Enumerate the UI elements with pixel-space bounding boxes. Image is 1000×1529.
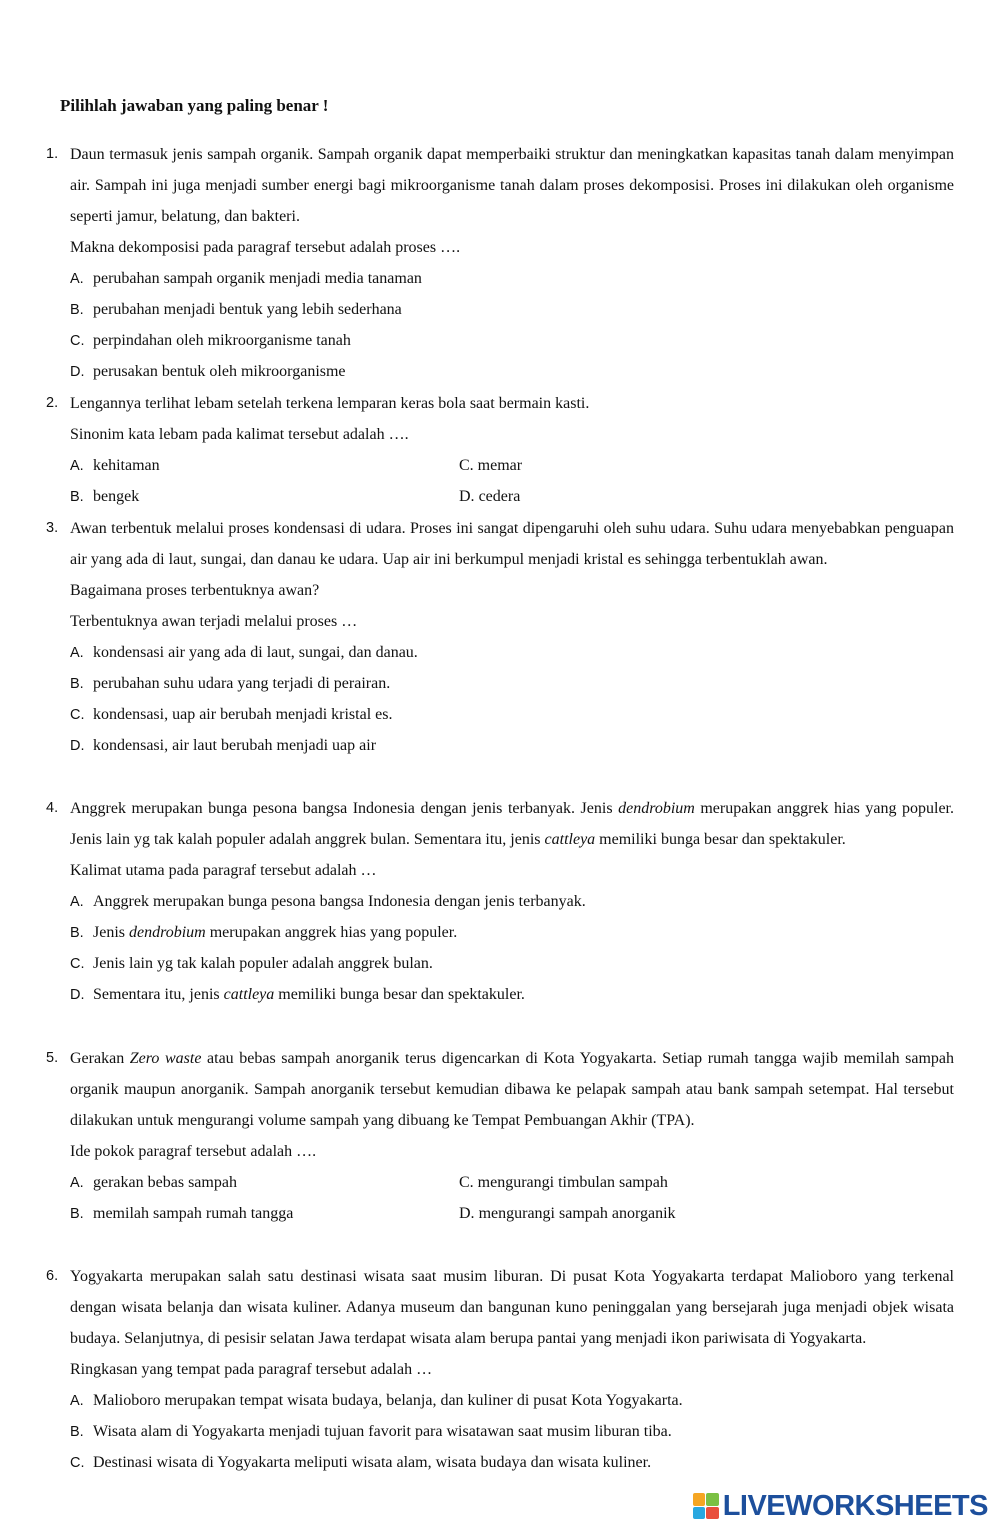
question-prompt: Bagaimana proses terbentuknya awan? <box>70 582 320 599</box>
question-paragraph: Gerakan Zero waste atau bebas sampah anorganik terus digencarkan di Kota Yogyakarta. Setiap rumah tangga wajib memilah sampah organik maupun anorganik. Sampah anorganik tersebut kemudian dibawa ke pelapak sampah atau bank sampah setempat. Hal tersebut dilakukan untuk mengurangi volume sampah yang dibuang ke Tempat Pembuangan Akhir (TPA). <box>70 1050 955 1129</box>
question-prompt: Makna dekomposisi pada paragraf tersebut adalah proses …. <box>70 239 461 256</box>
question-paragraph: Anggrek merupakan bunga pesona bangsa Indonesia dengan jenis terbanyak. Jenis dendrobium merupakan anggrek hias yang populer. Jenis lain yg tak kalah populer adalah anggrek bulan. Sementara itu, jenis cattleya memiliki bunga besar dan spektakuler. <box>70 800 954 848</box>
question-6 <box>46 1261 954 1478</box>
question-prompt: Ide pokok paragraf tersebut adalah …. <box>70 1143 317 1160</box>
option-b[interactable]: B. Wisata alam di Yogyakarta menjadi tujuan favorit para wisatawan saat musim liburan tiba. <box>70 1423 672 1440</box>
option-c[interactable]: C. Destinasi wisata di Yogyakarta meliputi wisata alam, wisata budaya dan wisata kuliner. <box>70 1454 652 1471</box>
option-c[interactable]: C. perpindahan oleh mikroorganisme tanah <box>70 332 351 349</box>
option-a[interactable]: A. kehitaman <box>70 457 160 474</box>
option-a[interactable]: A. Malioboro merupakan tempat wisata budaya, belanja, dan kuliner di pusat Kota Yogyakarta. <box>70 1392 683 1409</box>
option-d[interactable]: D. mengurangi sampah anorganik <box>459 1205 676 1222</box>
option-d[interactable]: D. kondensasi, air laut berubah menjadi uap air <box>70 737 377 754</box>
question-number: 1. <box>46 146 59 162</box>
option-b[interactable]: B. Jenis dendrobium merupakan anggrek hias yang populer. <box>70 924 458 941</box>
option-c[interactable]: C. kondensasi, uap air berubah menjadi kristal es. <box>70 706 393 723</box>
option-b[interactable]: B. perubahan suhu udara yang terjadi di perairan. <box>70 675 391 692</box>
question-number: 6. <box>46 1268 59 1284</box>
option-d[interactable]: D. perusakan bentuk oleh mikroorganisme <box>70 363 346 380</box>
question-3 <box>46 513 954 761</box>
question-paragraph: Awan terbentuk melalui proses kondensasi di udara. Proses ini sangat dipengaruhi oleh suhu udara. Suhu udara menyebabkan penguapan air yang ada di laut, sungai, dan danau ke udara. Uap air ini berkumpul menjadi kristal es sehingga terbentuklah awan. <box>70 520 954 568</box>
question-1 <box>46 139 954 387</box>
option-b[interactable]: B. bengek <box>70 488 140 505</box>
question-paragraph: Lengannya terlihat lebam setelah terkena lemparan keras bola saat bermain kasti. <box>70 395 590 412</box>
question-prompt: Ringkasan yang tempat pada paragraf tersebut adalah … <box>70 1361 433 1378</box>
question-number: 2. <box>46 395 59 411</box>
option-d[interactable]: D. cedera <box>459 488 521 505</box>
option-b[interactable]: B. perubahan menjadi bentuk yang lebih sederhana <box>70 301 402 318</box>
option-a[interactable]: A. Anggrek merupakan bunga pesona bangsa Indonesia dengan jenis terbanyak. <box>70 893 586 910</box>
option-a[interactable]: A. kondensasi air yang ada di laut, sungai, dan danau. <box>70 644 418 661</box>
option-c[interactable]: C. mengurangi timbulan sampah <box>459 1174 668 1191</box>
question-number: 4. <box>46 800 59 816</box>
question-prompt-2: Terbentuknya awan terjadi melalui proses … <box>70 613 358 630</box>
option-c[interactable]: C. memar <box>459 457 523 474</box>
question-4 <box>46 793 954 1010</box>
question-number: 3. <box>46 520 59 536</box>
option-a[interactable]: A. gerakan bebas sampah <box>70 1174 237 1191</box>
question-5 <box>46 1043 954 1229</box>
question-number: 5. <box>46 1050 59 1066</box>
question-2 <box>46 388 954 512</box>
question-paragraph: Daun termasuk jenis sampah organik. Sampah organik dapat memperbaiki struktur dan meningkatkan kapasitas tanah dalam menyimpan air. Sampah ini juga menjadi sumber energi bagi mikroorganisme tanah dalam proses dekomposisi. Proses ini dilakukan oleh organisme seperti jamur, belatung, dan bakteri. <box>70 146 954 225</box>
question-prompt: Kalimat utama pada paragraf tersebut adalah … <box>70 862 377 879</box>
liveworksheets-watermark <box>693 1491 988 1521</box>
watermark-text: LIVEWORKSHEETS <box>722 1489 988 1522</box>
liveworksheets-logo-icon <box>693 1493 719 1519</box>
options-row <box>70 1167 954 1198</box>
question-paragraph: Yogyakarta merupakan salah satu destinasi wisata saat musim liburan. Di pusat Kota Yogyakarta terdapat Malioboro yang terkenal dengan wisata belanja dan wisata kuliner. Adanya museum dan bangunan kuno peninggalan yang bersejarah juga menjadi objek wisata budaya. Selanjutnya, di pesisir selatan Jawa terdapat wisata alam berupa pantai yang menjadi ikon pariwisata di Yogyakarta. <box>70 1268 954 1347</box>
options-row <box>70 481 954 512</box>
options-row <box>70 450 954 481</box>
option-b[interactable]: B. memilah sampah rumah tangga <box>70 1205 294 1222</box>
instruction-heading: Pilihlah jawaban yang paling benar ! <box>60 96 329 115</box>
option-d[interactable]: D. Sementara itu, jenis cattleya memiliki bunga besar dan spektakuler. <box>70 986 525 1003</box>
question-prompt: Sinonim kata lebam pada kalimat tersebut adalah …. <box>70 426 409 443</box>
option-c[interactable]: C. Jenis lain yg tak kalah populer adalah anggrek bulan. <box>70 955 433 972</box>
options-row <box>70 1198 954 1229</box>
option-a[interactable]: A. perubahan sampah organik menjadi media tanaman <box>70 270 422 287</box>
